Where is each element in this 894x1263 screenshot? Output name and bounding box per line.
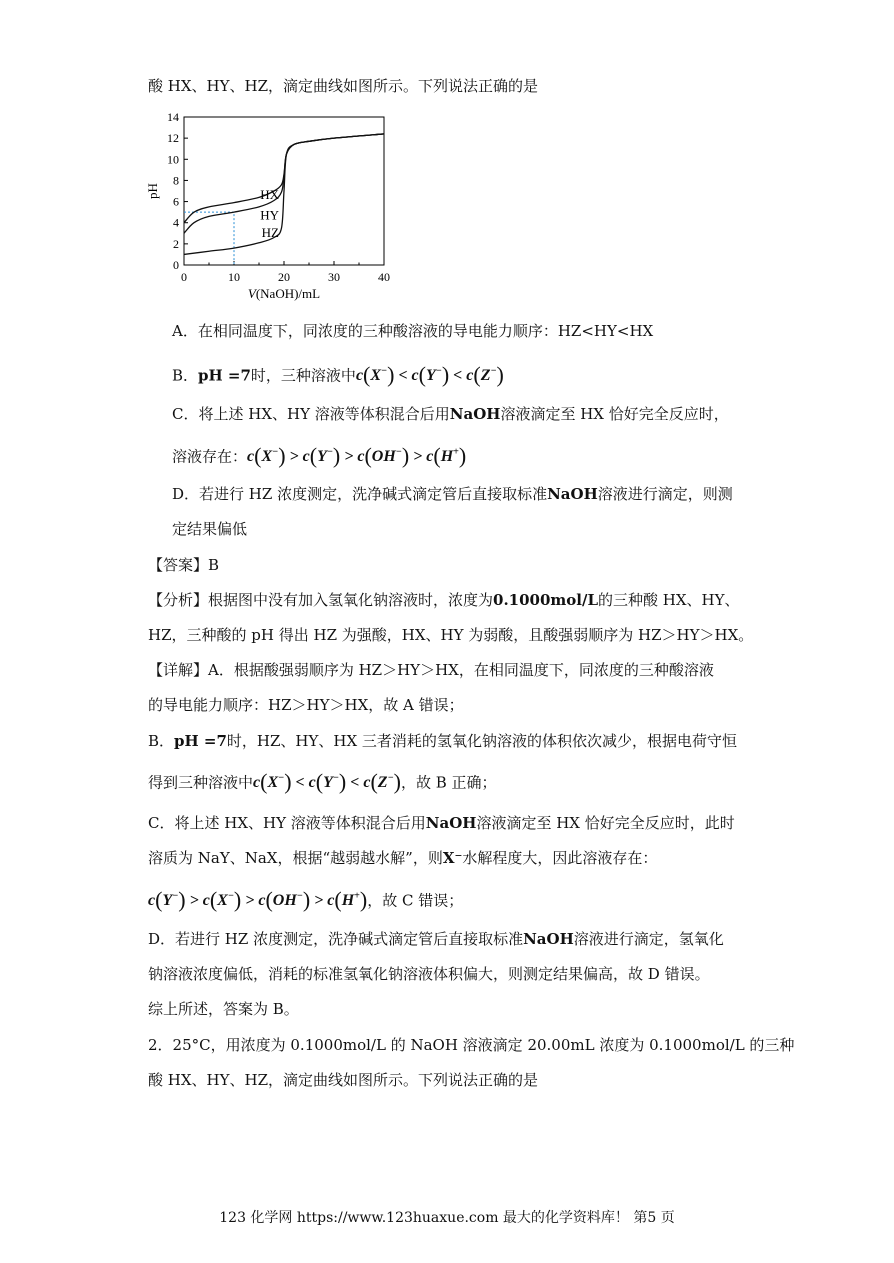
x-tick-label: 20 [278, 270, 290, 284]
y-tick-label: 6 [173, 194, 179, 209]
y-tick-label: 8 [173, 173, 179, 188]
detail-c-line3: c(Y−) > c(X−) > c(OH−) > c(H+)，故 C 错误； [148, 887, 464, 913]
y-tick-label: 12 [167, 131, 179, 146]
detail-summary: 综上所述，答案为 B。 [148, 1000, 299, 1018]
y-tick-label: 10 [167, 152, 179, 167]
analysis-line2: HZ，三种酸的 pH 得出 HZ 为强酸，HX、HY 为弱酸，且酸强弱顺序为 HZ＞HY＞HX。 [148, 626, 754, 644]
option-b-prefix: B． [172, 366, 199, 385]
option-c-formula: c(X−) > c(Y−) > c(OH−) > c(H+) [247, 443, 467, 469]
x-tick-label: 0 [181, 270, 187, 284]
page-footer: 123 化学网 https://www.123huaxue.com 最大的化学资料库！ 第5 页 [219, 1210, 675, 1226]
option-c-line1: C．将上述 HX、HY 溶液等体积混合后用NaOH溶液滴定至 HX 恰好完全反应时， [172, 405, 729, 423]
option-b-ph: pH =7 [198, 366, 251, 385]
question-2-line2: 酸 HX、HY、HZ，滴定曲线如图所示。下列说法正确的是 [148, 1071, 539, 1089]
detail-c-formula: c(Y−) > c(X−) > c(OH−) > c(H+) [148, 887, 368, 913]
series-label-hy: HY [260, 207, 279, 223]
x-tick-label: 30 [328, 270, 340, 284]
x-tick-label: 10 [228, 270, 240, 284]
option-c-line2: 溶液存在：c(X−) > c(Y−) > c(OH−) > c(H+) [172, 443, 467, 469]
series-label-hz: HZ [261, 225, 279, 241]
titration-chart [143, 108, 403, 308]
detail-line1: 【详解】A．根据酸强弱顺序为 HZ＞HY＞HX，在相同温度下，同浓度的三种酸溶液 [148, 661, 714, 679]
detail-d-line1: D．若进行 HZ 浓度测定，洗净碱式滴定管后直接取标准NaOH溶液进行滴定，氢氧化 [148, 930, 724, 948]
y-tick-label: 4 [173, 215, 179, 230]
y-tick-label: 2 [173, 236, 179, 251]
x-tick-label: 40 [378, 270, 390, 284]
detail-c-line2: 溶质为 NaY、NaX，根据“越弱越水解”，则X⁻水解程度大，因此溶液存在： [148, 849, 658, 867]
detail-b-line2: 得到三种溶液中c(X−) < c(Y−) < c(Z−)，故 B 正确； [148, 769, 497, 795]
x-axis-label: V(NaOH)/mL [247, 286, 321, 301]
half-equivalence-guide [184, 212, 234, 265]
y-axis-label: pH [145, 183, 160, 199]
detail-b-line1: B．pH =7时，HZ、HY、HX 三者消耗的氢氧化钠溶液的体积依次减少，根据电荷守恒 [148, 732, 737, 750]
option-d-line2: 定结果偏低 [172, 520, 248, 538]
chart-plot [184, 134, 384, 265]
option-a: A．在相同温度下，同浓度的三种酸溶液的导电能力顺序：HZ<HY<HX [172, 322, 654, 340]
option-b [172, 362, 504, 386]
y-tick-label: 0 [173, 258, 179, 272]
question-2-line1: 2．25°C，用浓度为 0.1000mol/L 的 NaOH 溶液滴定 20.00mL 浓度为 0.1000mol/L 的三种 [148, 1036, 795, 1054]
question-stem-tail: 酸 HX、HY、HZ，滴定曲线如图所示。下列说法正确的是 [148, 77, 539, 95]
series-label-hx: HX [260, 187, 279, 203]
answer: 【答案】B [148, 556, 220, 574]
chart-axes [145, 110, 390, 301]
detail-c-line1: C．将上述 HX、HY 溶液等体积混合后用NaOH溶液滴定至 HX 恰好完全反应时，此时 [148, 814, 735, 832]
curve-hz [184, 134, 384, 255]
analysis-line1: 【分析】根据图中没有加入氢氧化钠溶液时，浓度为0.1000mol/L的三种酸 HX、HY、 [148, 591, 740, 609]
option-d-line1: D．若进行 HZ 浓度测定，洗净碱式滴定管后直接取标准NaOH溶液进行滴定，则测 [172, 485, 733, 503]
y-tick-label: 14 [167, 110, 179, 124]
detail-d-line2: 钠溶液浓度偏低，消耗的标准氢氧化钠溶液体积偏大，则测定结果偏高，故 D 错误。 [148, 965, 710, 983]
option-b-formula: c(X−) < c(Y−) < c(Z−) [355, 362, 504, 388]
detail-b-formula: c(X−) < c(Y−) < c(Z−) [253, 769, 401, 795]
option-b-mid: 时，三种溶液中 [250, 366, 356, 385]
detail-line2: 的导电能力顺序：HZ＞HY＞HX，故 A 错误； [148, 696, 464, 714]
